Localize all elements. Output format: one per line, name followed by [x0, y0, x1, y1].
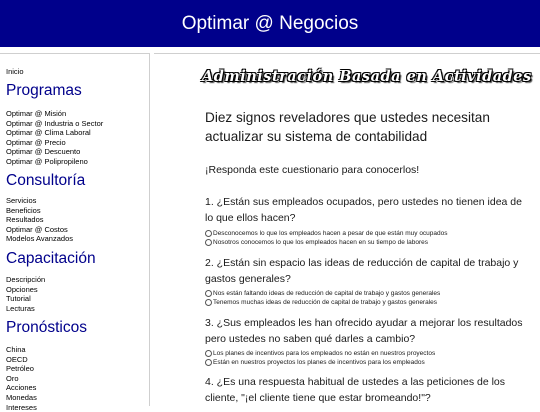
sidebar-item-intereses[interactable]: Intereses — [6, 402, 37, 412]
question-1: 1. ¿Están sus empleados ocupados, pero ustedes no tienen idea de lo que ellos hacen? — [205, 196, 522, 224]
question-4: 4. ¿Es una respuesta habitual de ustedes a las peticiones de los cliente, "¡el cliente tiene que estar bromeando!"? — [205, 376, 506, 404]
quiz-prompt: ¡Responda este cuestionario para conocerlos! — [205, 164, 420, 176]
main-content — [154, 53, 540, 406]
sidebar-item-industria[interactable]: Optimar @ Industria o Sector — [6, 118, 104, 128]
sidebar-list-capacitacion — [6, 275, 45, 313]
question-2-option-2[interactable] — [205, 298, 525, 307]
option-label: Nosotros conocemos lo que los empleados hacen en su tiempo de labores — [213, 239, 428, 246]
radio-button[interactable] — [205, 350, 212, 357]
option-label: Nos están faltando ideas de reducción de capital de trabajo y gastos generales — [213, 290, 441, 297]
option-label: Desconocemos lo que los empleados hacen a pesar de que están muy ocupados — [213, 230, 448, 237]
sidebar-item-precio[interactable]: Optimar @ Precio — [6, 137, 66, 147]
sidebar-item-resultados[interactable]: Resultados — [6, 215, 44, 225]
sidebar-item-lecturas[interactable]: Lecturas — [6, 303, 35, 313]
sidebar-item-descuento[interactable]: Optimar @ Descuento — [6, 147, 81, 157]
sidebar-item-polipropileno[interactable]: Optimar @ Polipropileno — [6, 156, 88, 166]
radio-button[interactable] — [205, 230, 212, 237]
question-3-option-2[interactable] — [205, 358, 525, 367]
sidebar-nav — [0, 53, 150, 412]
sidebar-list-consultoria — [6, 196, 73, 244]
question-1-option-2[interactable] — [205, 238, 525, 247]
option-label: Los planes de incentivos para los empleados no están en nuestros proyectos — [213, 350, 436, 357]
question-2: 2. ¿Están sin espacio las ideas de reducción de capital de trabajo y gastos generales? — [205, 257, 519, 285]
sidebar-item-mision[interactable]: Optimar @ Misión — [6, 109, 67, 118]
sidebar-item-costos[interactable]: Optimar @ Costos — [6, 224, 68, 234]
sidebar-item-acciones[interactable]: Acciones — [6, 383, 37, 393]
sidebar-link-home[interactable]: Inicio — [6, 67, 24, 76]
sidebar-list-pronosticos — [6, 345, 37, 412]
sidebar-item-oecd[interactable]: OECD — [6, 354, 28, 364]
question-1-option-1[interactable] — [205, 229, 525, 238]
question-3: 3. ¿Sus empleados les han ofrecido ayudar a mejorar los resultados pero ustedes no saben qué darles a cambio? — [205, 317, 523, 345]
option-label: Están en nuestros proyectos los planes de incentivos para los empleados — [213, 359, 425, 366]
sidebar-item-modelos[interactable]: Modelos Avanzados — [6, 234, 73, 244]
sidebar-item-oro[interactable]: Oro — [6, 373, 19, 383]
question-2-option-1[interactable] — [205, 289, 525, 298]
sidebar-item-descripcion[interactable]: Descripción — [6, 275, 46, 284]
sidebar-section-programas[interactable]: Programas — [6, 82, 82, 99]
sidebar-item-tutorial[interactable]: Tutorial — [6, 294, 31, 304]
radio-button[interactable] — [205, 299, 212, 306]
page-banner: Administración Basada en Actividades — [202, 68, 532, 85]
option-label: Tenemos muchas ideas de reducción de capital de trabajo y gastos generales — [213, 299, 438, 306]
sidebar-item-beneficios[interactable]: Beneficios — [6, 205, 41, 215]
question-3-option-1[interactable] — [205, 349, 525, 358]
sidebar-list-programas — [6, 109, 103, 167]
sidebar-item-servicios[interactable]: Servicios — [6, 196, 37, 205]
site-title[interactable]: Optimar @ Negocios — [181, 12, 359, 34]
site-header — [0, 0, 540, 47]
radio-button[interactable] — [205, 239, 212, 246]
sidebar-section-consultoria[interactable]: Consultoría — [6, 172, 86, 189]
sidebar-section-capacitacion[interactable]: Capacitación — [6, 250, 96, 267]
sidebar-item-monedas[interactable]: Monedas — [6, 392, 37, 402]
sidebar-section-pronosticos[interactable]: Pronósticos — [6, 319, 87, 336]
sidebar-item-opciones[interactable]: Opciones — [6, 284, 38, 294]
radio-button[interactable] — [205, 290, 212, 297]
sidebar-item-china[interactable]: China — [6, 345, 26, 354]
sidebar-item-clima[interactable]: Optimar @ Clima Laboral — [6, 128, 91, 138]
page-intro: Diez signos reveladores que ustedes necesitan actualizar su sistema de contabilidad — [205, 110, 490, 144]
radio-button[interactable] — [205, 359, 212, 366]
sidebar-item-petroleo[interactable]: Petróleo — [6, 364, 34, 374]
